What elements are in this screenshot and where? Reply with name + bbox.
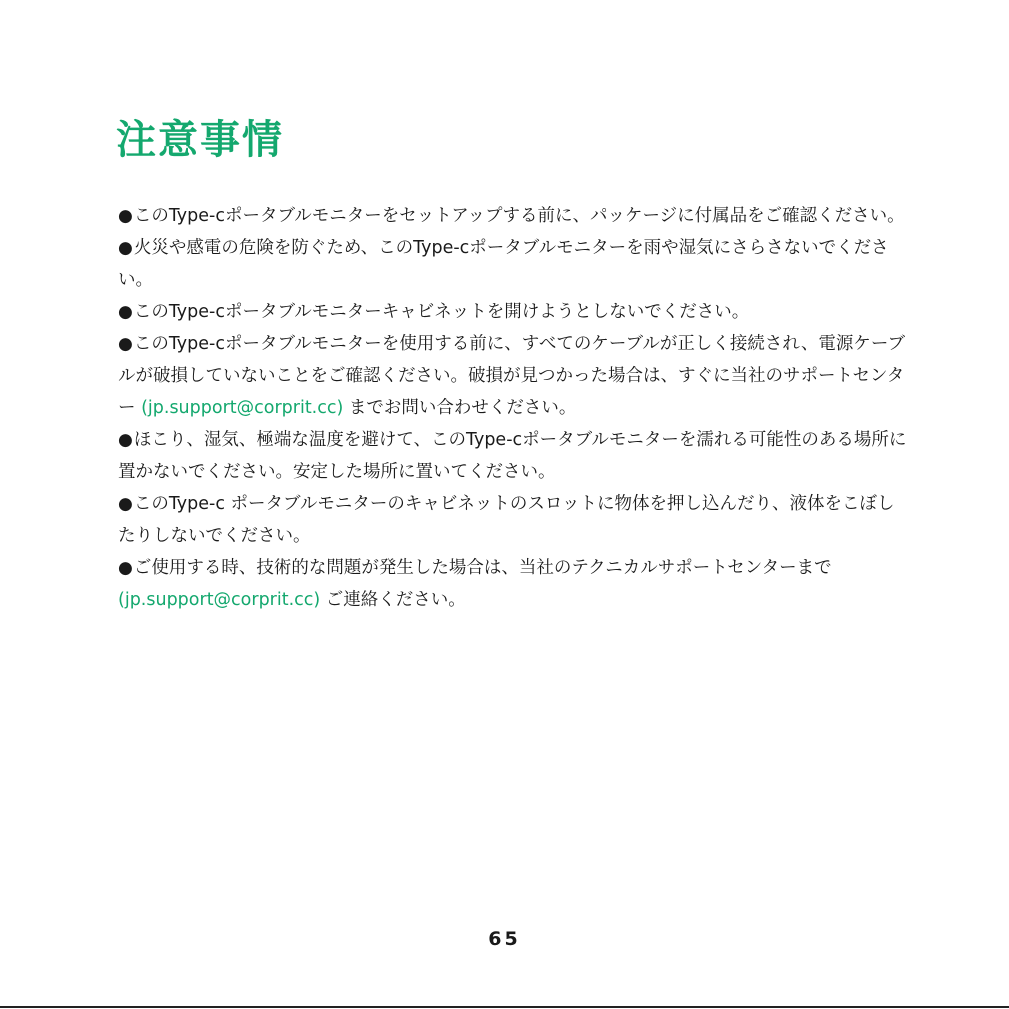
note-item-6 [118, 488, 908, 552]
note-item-2 [118, 232, 908, 296]
note-text: このType-c ポータブルモニターのキャビネットのスロットに物体を押し込んだり、液体をこぼしたりしないでください。 [118, 494, 895, 546]
note-text-after: までお問い合わせください。 [343, 398, 577, 418]
note-item-3 [118, 296, 908, 328]
bullet-icon: ● [118, 206, 134, 226]
note-text: このType-cポータブルモニターキャビネットを開けようとしないでください。 [133, 302, 750, 322]
bottom-rule [0, 1006, 1009, 1008]
bullet-icon: ● [118, 334, 134, 354]
note-text: このType-cポータブルモニターをセットアップする前に、パッケージに付属品をご確認ください。 [133, 206, 905, 226]
notes-list [118, 200, 908, 616]
note-text-after: ご連絡ください。 [320, 590, 466, 610]
note-text: 火災や感電の危険を防ぐため、このType-cポータブルモニターを雨や湿気にさらさないでください。 [118, 238, 889, 290]
note-item-5 [118, 424, 908, 488]
note-text: このType-cポータブルモニターを使用する前に、すべてのケーブルが正しく接続され、電源ケーブルが破損していないことをご確認ください。破損が見つかった場合は、すぐに当社のサポートセンター [118, 334, 906, 418]
bullet-icon: ● [118, 238, 134, 258]
support-email-link[interactable]: (jp.support@corprit.cc) [118, 590, 321, 610]
note-text: ほこり、湿気、極端な温度を避けて、このType-cポータブルモニターを濡れる可能性のある場所に置かないでください。安定した場所に置いてください。 [118, 430, 907, 482]
bullet-icon: ● [118, 430, 134, 450]
page-title: 注意事情 [116, 117, 284, 163]
note-item-1 [118, 200, 908, 232]
note-text: ご使用する時、技術的な問題が発生した場合は、当社のテクニカルサポートセンターまで [133, 558, 832, 578]
bullet-icon: ● [118, 302, 134, 322]
bullet-icon: ● [118, 558, 134, 578]
bullet-icon: ● [118, 494, 134, 514]
note-item-7 [118, 552, 908, 616]
note-item-4 [118, 328, 908, 424]
support-email-link[interactable]: (jp.support@corprit.cc) [141, 398, 344, 418]
page-number: 65 [488, 928, 521, 950]
